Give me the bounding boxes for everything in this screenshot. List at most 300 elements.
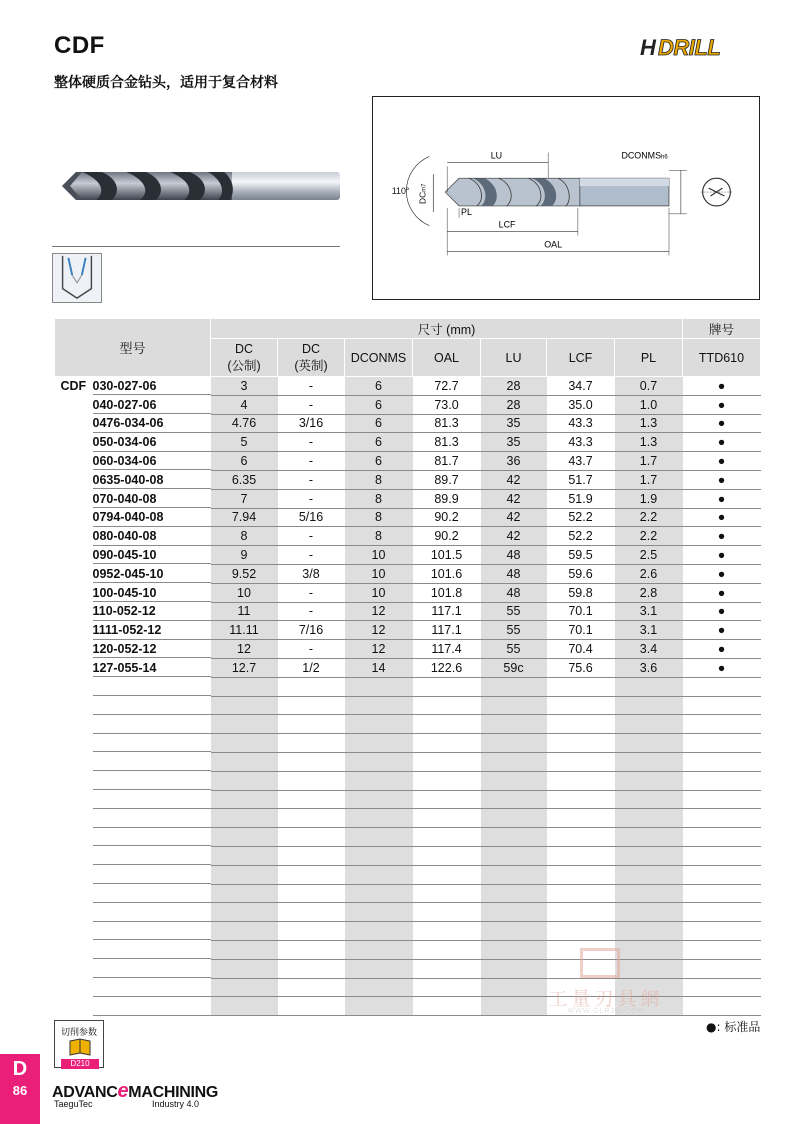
empty-cell (345, 940, 413, 959)
cell-lcf: 70.1 (547, 621, 615, 640)
empty-cell (55, 828, 211, 847)
model-cell (55, 452, 211, 471)
cell-dconms: 10 (345, 583, 413, 602)
cell-lcf: 35.0 (547, 395, 615, 414)
cell-pl: 1.9 (615, 489, 683, 508)
table-row (55, 414, 761, 433)
cell-grade: ● (683, 433, 761, 452)
empty-table-row (55, 809, 761, 828)
cell-dc-in: 3/16 (278, 414, 345, 433)
cell-dc: 11 (211, 602, 278, 621)
empty-cell (278, 997, 345, 1016)
model-cell (55, 564, 211, 583)
cell-dc-in: - (278, 640, 345, 659)
drill-point-icon (52, 253, 102, 303)
empty-cell (481, 715, 547, 734)
watermark-logo-icon (580, 948, 620, 978)
empty-cell (481, 752, 547, 771)
table-row (55, 621, 761, 640)
cell-oal: 122.6 (413, 658, 481, 677)
model-code: 040-027-06 (92, 397, 157, 412)
cell-pl: 3.6 (615, 658, 683, 677)
cell-grade: ● (683, 489, 761, 508)
cell-dconms: 6 (345, 433, 413, 452)
empty-cell (345, 734, 413, 753)
cell-lu: 42 (481, 489, 547, 508)
cell-pl: 2.6 (615, 564, 683, 583)
dconms-label: DCONMSh6 (621, 150, 668, 161)
empty-cell (683, 997, 761, 1016)
empty-cell (683, 696, 761, 715)
cell-oal: 117.1 (413, 621, 481, 640)
cell-lcf: 75.6 (547, 658, 615, 677)
empty-cell (615, 884, 683, 903)
empty-cell (683, 677, 761, 696)
empty-cell (345, 771, 413, 790)
hdrill-brand-logo (636, 33, 762, 61)
cell-pl: 1.7 (615, 452, 683, 471)
cutting-parameter-link[interactable] (54, 1020, 104, 1068)
empty-cell (413, 715, 481, 734)
empty-cell (211, 940, 278, 959)
model-cell (55, 414, 211, 433)
empty-table-row (55, 696, 761, 715)
cell-grade: ● (683, 621, 761, 640)
cell-pl: 2.5 (615, 546, 683, 565)
model-code: 0794-040-08 (92, 510, 164, 525)
empty-cell (481, 846, 547, 865)
cell-dconms: 6 (345, 377, 413, 396)
empty-cell (481, 696, 547, 715)
empty-cell (413, 790, 481, 809)
model-code: 0635-040-08 (92, 472, 164, 487)
col-dc-metric: DC (公制) (211, 339, 278, 377)
divider (52, 246, 340, 247)
cell-oal: 117.4 (413, 640, 481, 659)
col-lu: LU (481, 339, 547, 377)
empty-cell (615, 734, 683, 753)
cell-dconms: 14 (345, 658, 413, 677)
cell-dc: 11.11 (211, 621, 278, 640)
empty-cell (211, 865, 278, 884)
cell-dc-in: - (278, 470, 345, 489)
cell-grade: ● (683, 602, 761, 621)
empty-cell (547, 677, 615, 696)
cell-dc: 8 (211, 527, 278, 546)
empty-cell (278, 865, 345, 884)
model-code: 100-045-10 (92, 585, 157, 600)
table-row (55, 583, 761, 602)
empty-cell (211, 715, 278, 734)
cell-dc-in: 1/2 (278, 658, 345, 677)
cell-dc-in: - (278, 602, 345, 621)
cell-lu: 42 (481, 508, 547, 527)
cell-grade: ● (683, 452, 761, 471)
empty-cell (683, 884, 761, 903)
empty-cell (345, 884, 413, 903)
lu-label: LU (490, 150, 503, 161)
page-number: 86 (12, 1083, 28, 1098)
cell-pl: 1.7 (615, 470, 683, 489)
col-pl: PL (615, 339, 683, 377)
cell-dconms: 12 (345, 640, 413, 659)
lcf-label: LCF (498, 219, 516, 230)
empty-cell (211, 846, 278, 865)
cell-lcf: 52.2 (547, 527, 615, 546)
cell-lu: 59c (481, 658, 547, 677)
empty-cell (211, 978, 278, 997)
cell-lu: 42 (481, 470, 547, 489)
empty-cell (55, 865, 211, 884)
empty-cell (211, 677, 278, 696)
empty-cell (615, 790, 683, 809)
empty-cell (615, 828, 683, 847)
empty-cell (278, 752, 345, 771)
cell-grade: ● (683, 658, 761, 677)
empty-cell (413, 865, 481, 884)
cell-pl: 1.3 (615, 414, 683, 433)
empty-cell (481, 734, 547, 753)
empty-cell (683, 940, 761, 959)
cell-pl: 3.1 (615, 602, 683, 621)
empty-cell (55, 940, 211, 959)
cell-oal: 81.7 (413, 452, 481, 471)
cell-lu: 48 (481, 564, 547, 583)
svg-text:H: H (640, 35, 656, 60)
cell-lu: 48 (481, 583, 547, 602)
cell-dc-in: - (278, 452, 345, 471)
dc-label: DCm7 (417, 183, 428, 204)
empty-cell (615, 715, 683, 734)
empty-cell (413, 809, 481, 828)
cell-dc: 6.35 (211, 470, 278, 489)
empty-cell (278, 884, 345, 903)
cell-grade: ● (683, 640, 761, 659)
empty-cell (55, 734, 211, 753)
empty-cell (413, 771, 481, 790)
empty-cell (55, 903, 211, 922)
empty-table-row (55, 846, 761, 865)
empty-cell (683, 846, 761, 865)
empty-cell (278, 940, 345, 959)
empty-cell (413, 903, 481, 922)
cell-dc-in: - (278, 433, 345, 452)
empty-cell (413, 959, 481, 978)
cell-grade: ● (683, 414, 761, 433)
model-cell (55, 546, 211, 565)
cell-oal: 117.1 (413, 602, 481, 621)
empty-cell (211, 771, 278, 790)
cell-lcf: 70.4 (547, 640, 615, 659)
model-cell (55, 602, 211, 621)
empty-cell (278, 696, 345, 715)
cell-dc: 7.94 (211, 508, 278, 527)
cell-dconms: 6 (345, 395, 413, 414)
model-cell (55, 621, 211, 640)
cell-pl: 1.0 (615, 395, 683, 414)
empty-cell (211, 790, 278, 809)
svg-text:DRILL: DRILL (658, 35, 721, 60)
cell-dc-in: - (278, 583, 345, 602)
empty-cell (345, 715, 413, 734)
empty-cell (615, 865, 683, 884)
table-row (55, 658, 761, 677)
model-code: 0952-045-10 (92, 566, 164, 581)
empty-cell (547, 771, 615, 790)
cell-dc: 9.52 (211, 564, 278, 583)
cell-lcf: 51.9 (547, 489, 615, 508)
dimension-diagram (372, 96, 760, 300)
page-subtitle: 整体硬质合金钻头，适用于复合材料 (54, 75, 278, 91)
empty-table-row (55, 884, 761, 903)
cell-lcf: 52.2 (547, 508, 615, 527)
empty-cell (55, 922, 211, 941)
cell-dconms: 10 (345, 564, 413, 583)
table-row (55, 640, 761, 659)
empty-cell (211, 752, 278, 771)
empty-cell (345, 959, 413, 978)
cell-pl: 2.2 (615, 527, 683, 546)
empty-cell (413, 978, 481, 997)
empty-cell (683, 809, 761, 828)
cell-dconms: 8 (345, 489, 413, 508)
empty-cell (413, 828, 481, 847)
empty-table-row (55, 903, 761, 922)
empty-cell (278, 903, 345, 922)
empty-cell (55, 997, 211, 1016)
grade-header: 牌号 (683, 319, 761, 339)
cell-pl: 1.3 (615, 433, 683, 452)
cell-oal: 101.5 (413, 546, 481, 565)
empty-table-row (55, 828, 761, 847)
drill-product-image (52, 150, 344, 220)
cell-pl: 2.2 (615, 508, 683, 527)
empty-cell (211, 734, 278, 753)
oal-label: OAL (544, 239, 563, 250)
logo-wordmark: ADVANCeMACHINING (52, 1080, 219, 1102)
cell-lcf: 43.3 (547, 433, 615, 452)
cell-lu: 36 (481, 452, 547, 471)
table-row (55, 470, 761, 489)
empty-cell (278, 959, 345, 978)
table-row (55, 377, 761, 396)
cell-dc: 12.7 (211, 658, 278, 677)
empty-cell (413, 846, 481, 865)
empty-cell (211, 959, 278, 978)
cell-lu: 28 (481, 395, 547, 414)
cell-dconms: 6 (345, 452, 413, 471)
cell-oal: 89.9 (413, 489, 481, 508)
empty-cell (211, 696, 278, 715)
empty-cell (683, 771, 761, 790)
empty-cell (345, 903, 413, 922)
table-row (55, 489, 761, 508)
empty-cell (55, 959, 211, 978)
model-code: 070-040-08 (92, 491, 157, 506)
cell-dconms: 12 (345, 602, 413, 621)
cell-dc: 4 (211, 395, 278, 414)
cell-pl: 2.8 (615, 583, 683, 602)
empty-cell (413, 734, 481, 753)
cell-pl: 3.1 (615, 621, 683, 640)
empty-cell (615, 677, 683, 696)
col-dconms: DCONMS (345, 339, 413, 377)
watermark-text: 工量刃具網 (548, 988, 664, 1010)
empty-cell (547, 884, 615, 903)
empty-cell (413, 922, 481, 941)
model-code: 060-034-06 (92, 454, 157, 469)
empty-cell (278, 809, 345, 828)
cell-dc-in: - (278, 377, 345, 396)
company-name: TaeguTec (54, 1099, 93, 1109)
cell-grade: ● (683, 470, 761, 489)
empty-cell (615, 752, 683, 771)
empty-cell (615, 696, 683, 715)
empty-cell (345, 922, 413, 941)
empty-cell (278, 922, 345, 941)
cell-oal: 101.8 (413, 583, 481, 602)
empty-table-row (55, 715, 761, 734)
empty-cell (481, 828, 547, 847)
empty-cell (547, 903, 615, 922)
model-cell (55, 527, 211, 546)
model-cell (55, 489, 211, 508)
empty-cell (683, 978, 761, 997)
empty-cell (615, 903, 683, 922)
empty-cell (481, 865, 547, 884)
empty-cell (211, 903, 278, 922)
empty-cell (481, 809, 547, 828)
model-cell (55, 508, 211, 527)
table-row (55, 602, 761, 621)
cell-lcf: 51.7 (547, 470, 615, 489)
cell-lcf: 43.7 (547, 452, 615, 471)
cell-lcf: 43.3 (547, 414, 615, 433)
empty-table-row (55, 734, 761, 753)
cell-dc-in: 3/8 (278, 564, 345, 583)
empty-cell (55, 809, 211, 828)
cell-dc-in: - (278, 527, 345, 546)
empty-cell (547, 790, 615, 809)
empty-cell (683, 734, 761, 753)
cell-dconms: 6 (345, 414, 413, 433)
empty-cell (345, 828, 413, 847)
empty-cell (413, 696, 481, 715)
page-title: CDF (54, 32, 105, 59)
empty-cell (413, 997, 481, 1016)
empty-cell (481, 884, 547, 903)
pl-label: PL (461, 206, 472, 217)
cell-grade: ● (683, 395, 761, 414)
empty-cell (547, 809, 615, 828)
cell-oal: 101.6 (413, 564, 481, 583)
cell-dconms: 8 (345, 508, 413, 527)
cell-dc-in: - (278, 489, 345, 508)
tagline: Industry 4.0 (152, 1099, 200, 1109)
table-row (55, 564, 761, 583)
cell-lcf: 34.7 (547, 377, 615, 396)
table-row (55, 508, 761, 527)
empty-table-row (55, 771, 761, 790)
empty-cell (345, 809, 413, 828)
cell-grade: ● (683, 377, 761, 396)
empty-cell (211, 828, 278, 847)
empty-cell (683, 922, 761, 941)
empty-cell (547, 922, 615, 941)
cell-pl: 3.4 (615, 640, 683, 659)
empty-cell (211, 809, 278, 828)
empty-cell (345, 846, 413, 865)
cell-dc: 12 (211, 640, 278, 659)
table-row (55, 452, 761, 471)
cell-oal: 90.2 (413, 527, 481, 546)
cell-lu: 28 (481, 377, 547, 396)
empty-cell (211, 922, 278, 941)
empty-cell (683, 752, 761, 771)
cell-lu: 42 (481, 527, 547, 546)
empty-cell (547, 734, 615, 753)
empty-cell (547, 752, 615, 771)
empty-cell (55, 752, 211, 771)
empty-cell (615, 809, 683, 828)
cell-lcf: 70.1 (547, 602, 615, 621)
cell-dc: 7 (211, 489, 278, 508)
model-code: 090-045-10 (92, 548, 157, 563)
empty-cell (615, 846, 683, 865)
empty-cell (55, 715, 211, 734)
empty-cell (345, 790, 413, 809)
model-cell (55, 395, 211, 414)
empty-table-row (55, 677, 761, 696)
cutting-page-code: D210 (61, 1059, 99, 1069)
cell-dc: 4.76 (211, 414, 278, 433)
empty-cell (547, 828, 615, 847)
cell-dconms: 8 (345, 527, 413, 546)
empty-cell (481, 922, 547, 941)
model-code: 030-027-06 (92, 379, 157, 394)
cell-oal: 72.7 (413, 377, 481, 396)
col-grade: TTD610 (683, 339, 761, 377)
empty-cell (278, 734, 345, 753)
model-code: 120-052-12 (92, 642, 157, 657)
cell-grade: ● (683, 583, 761, 602)
empty-cell (481, 677, 547, 696)
empty-cell (278, 846, 345, 865)
empty-cell (55, 696, 211, 715)
model-cell (55, 377, 211, 396)
col-dc-inch: DC (英制) (278, 339, 345, 377)
model-cell (55, 583, 211, 602)
model-code: 050-034-06 (92, 435, 157, 450)
empty-table-row (55, 865, 761, 884)
model-cell (55, 433, 211, 452)
empty-cell (615, 922, 683, 941)
table-row (55, 527, 761, 546)
section-tab (0, 1054, 40, 1124)
empty-cell (547, 715, 615, 734)
book-icon (68, 1037, 92, 1057)
model-code: 1111-052-12 (92, 623, 162, 638)
cell-dc: 3 (211, 377, 278, 396)
cell-dc: 9 (211, 546, 278, 565)
cell-lu: 55 (481, 640, 547, 659)
cell-lu: 55 (481, 621, 547, 640)
empty-cell (345, 978, 413, 997)
model-code: 0476-034-06 (92, 416, 164, 431)
dimensions-header: 尺寸 (mm) (211, 319, 683, 339)
empty-cell (481, 903, 547, 922)
cell-dc: 5 (211, 433, 278, 452)
